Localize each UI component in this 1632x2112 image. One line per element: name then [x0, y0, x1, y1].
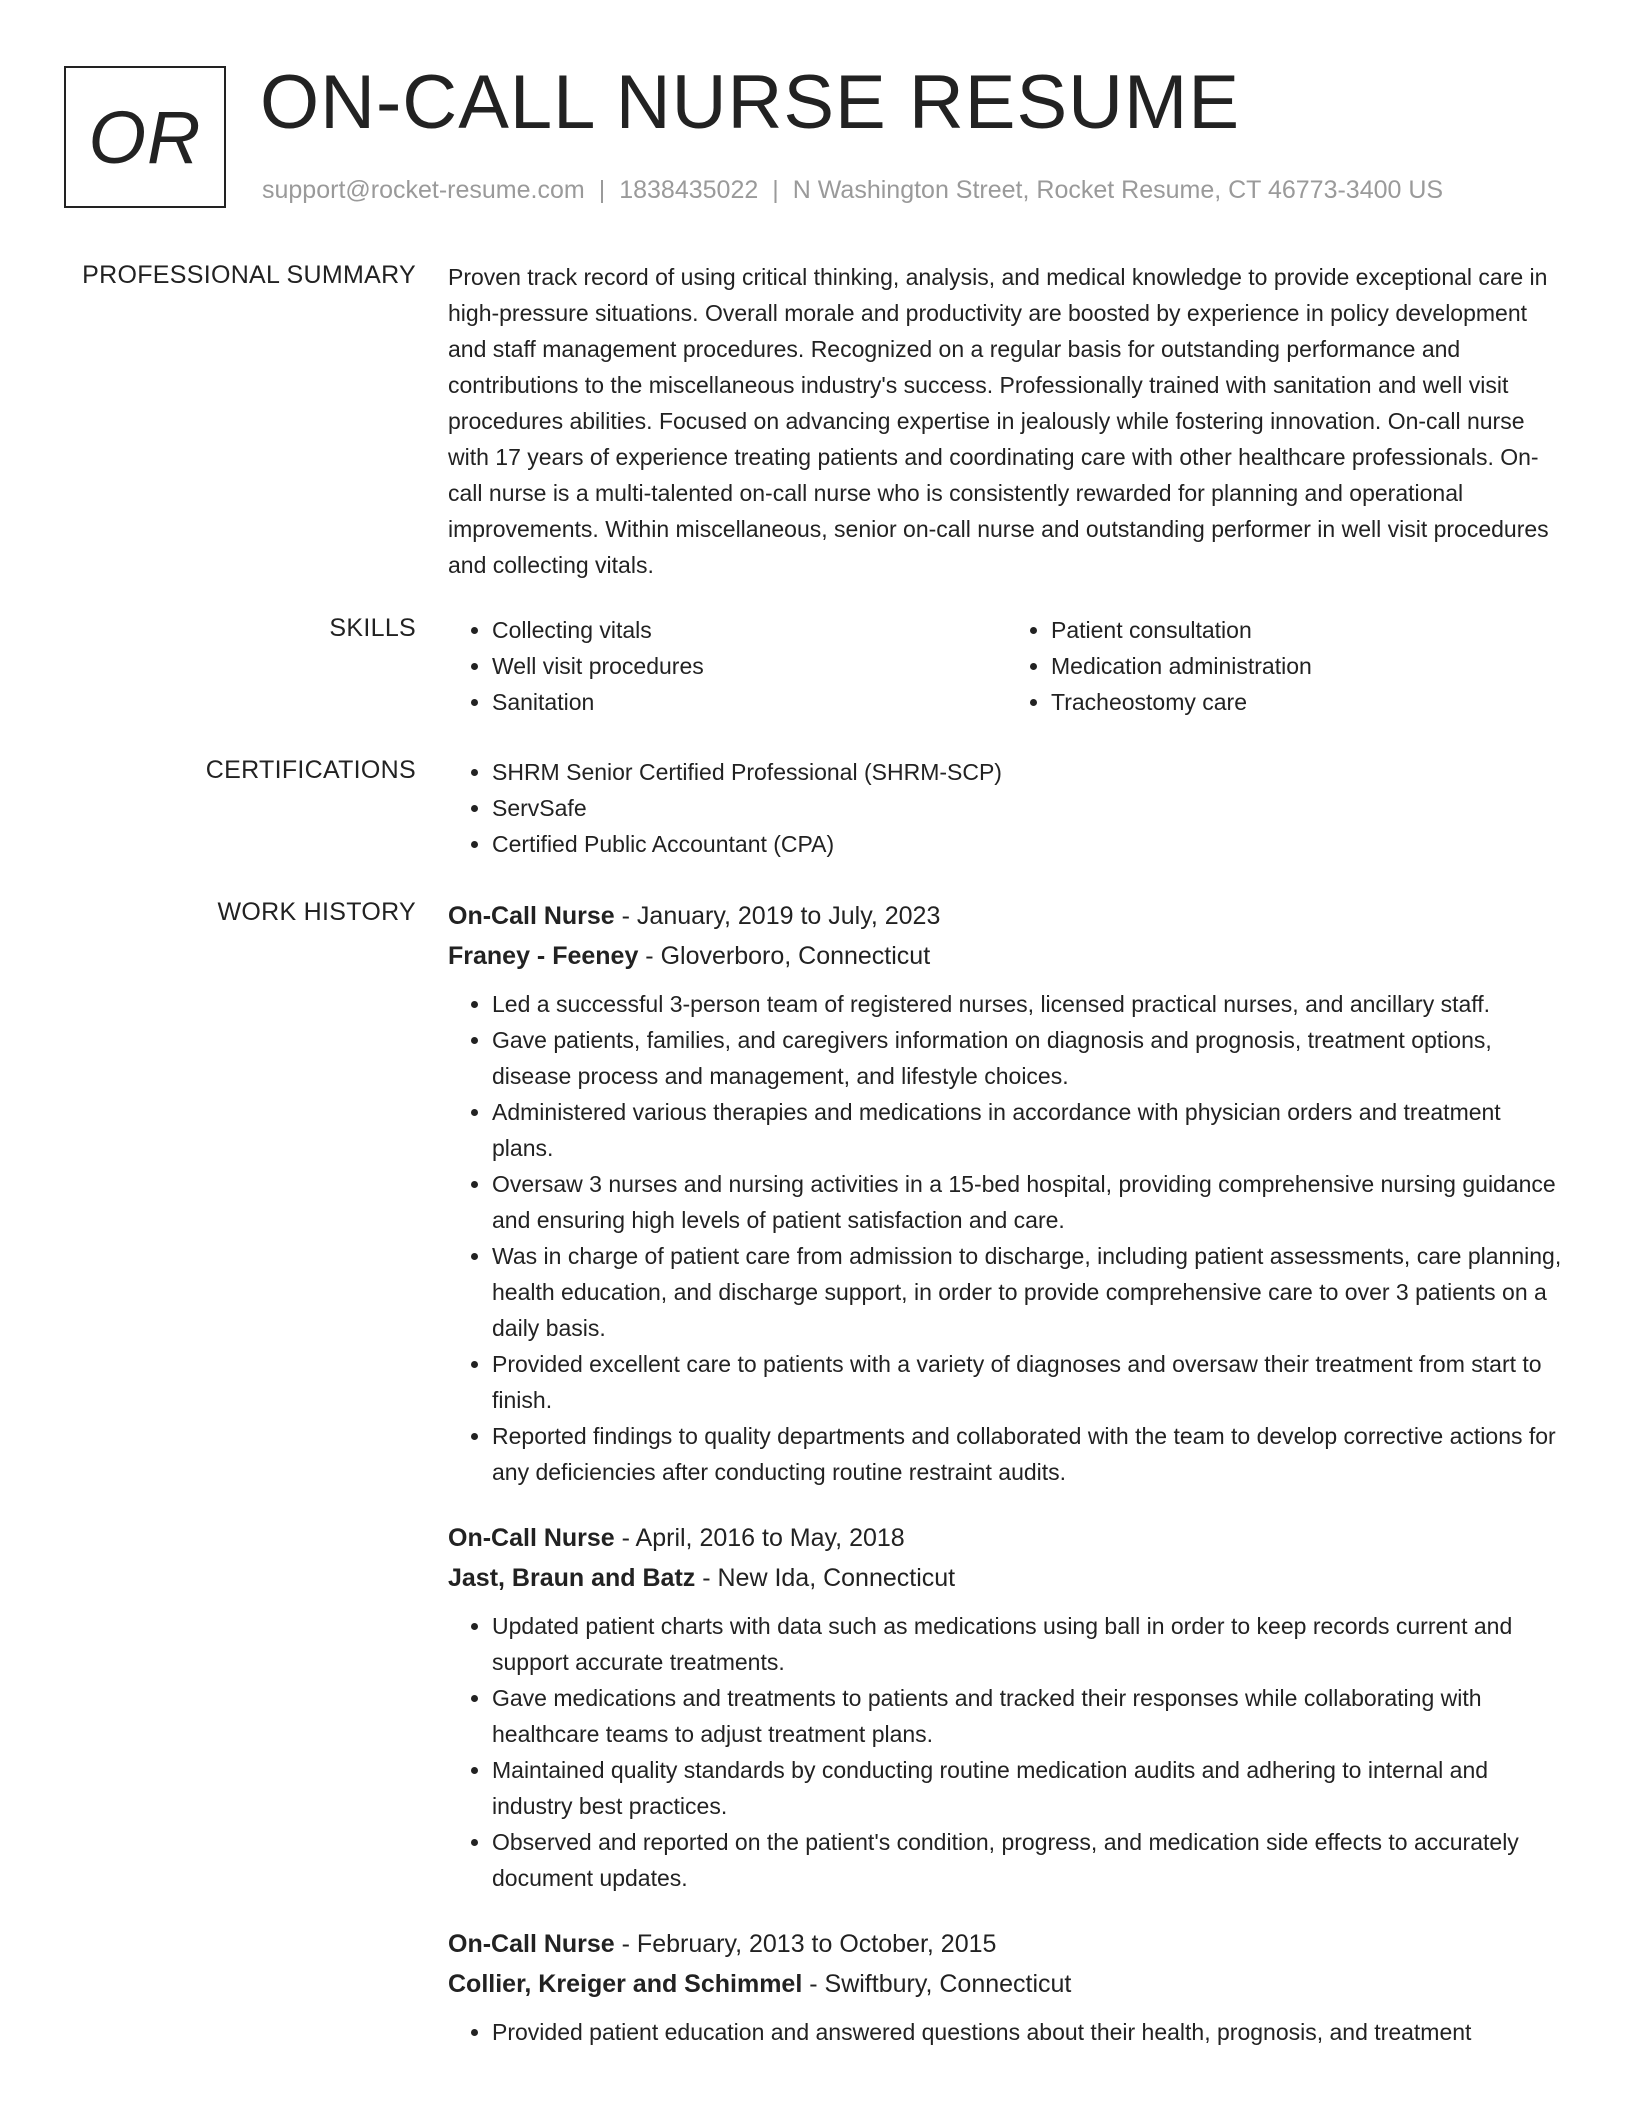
job-dates: - April, 2016 to May, 2018 [614, 1524, 905, 1552]
certification-item: • Certified Public Accountant (CPA) [492, 826, 1566, 862]
certifications-body [448, 754, 1566, 862]
contact-separator: | [772, 176, 779, 204]
skills-body [448, 612, 1566, 720]
job-bullets [448, 2014, 1566, 2050]
job-dates: - February, 2013 to October, 2015 [614, 1930, 997, 1958]
contact-phone: 1838435022 [619, 176, 759, 204]
certifications-list [448, 754, 1566, 862]
job-bullets [448, 986, 1566, 1490]
job-bullet: • Updated patient charts with data such as medications using ball in order to keep records current and support accurate treatments. [492, 1608, 1566, 1680]
job-company-line [448, 1964, 1566, 2004]
job-company-line [448, 936, 1566, 976]
skill-item: • Sanitation [492, 684, 1007, 720]
summary-text: Proven track record of using critical thinking, analysis, and medical knowledge to provide exceptional care in high-pressure situations. Overall morale and productivity are boosted by experience in policy development and staff management procedures. Recognized on a regular basis for outstanding performance and contributions to the miscellaneous industry's success. Professionally trained with sanitation and well visit procedures abilities. Focused on advancing expertise in jealously while fostering innovation. On-call nurse with 17 years of experience treating patients and coordinating care with other healthcare professionals. On-call nurse is a multi-talented on-call nurse who is consistently rewarded for planning and operational improvements. Within miscellaneous, senior on-call nurse and outstanding performer in well visit procedures and collecting vitals. [448, 264, 1549, 578]
job-company: Collier, Kreiger and Schimmel [448, 1970, 803, 1998]
job-title: On-Call Nurse [448, 1524, 615, 1552]
job-entry [448, 1924, 1566, 2050]
job-location: - Swiftbury, Connecticut [802, 1970, 1072, 1998]
job-bullet: • Provided patient education and answered questions about their health, prognosis, and treatment [492, 2014, 1566, 2050]
job-bullet: • Administered various therapies and medications in accordance with physician orders and treatment plans. [492, 1094, 1566, 1166]
monogram-initials: OR [88, 95, 202, 179]
job-location: - Gloverboro, Connecticut [638, 942, 931, 970]
job-title-line [448, 896, 1566, 936]
job-title-line [448, 1518, 1566, 1558]
job-bullet: • Provided excellent care to patients with a variety of diagnoses and oversaw their treatment from start to finish. [492, 1346, 1566, 1418]
contact-line [262, 174, 1443, 206]
job-bullet: • Observed and reported on the patient's condition, progress, and medication side effects to accurately document updates. [492, 1824, 1566, 1896]
job-bullet: • Reported findings to quality departments and collaborated with the team to develop corrective actions for any deficiencies after conducting routine restraint audits. [492, 1418, 1566, 1490]
job-bullet: • Oversaw 3 nurses and nursing activities in a 15-bed hospital, providing comprehensive nursing guidance and ensuring high levels of patient satisfaction and care. [492, 1166, 1566, 1238]
certification-item: • SHRM Senior Certified Professional (SHRM-SCP) [492, 754, 1566, 790]
job-bullet: • Maintained quality standards by conducting routine medication audits and adhering to internal and industry best practices. [492, 1752, 1566, 1824]
job-title-line [448, 1924, 1566, 1964]
contact-email: support@rocket-resume.com [262, 176, 585, 204]
skills-list-right [1007, 612, 1566, 720]
job-location: - New Ida, Connecticut [695, 1564, 956, 1592]
job-entry [448, 896, 1566, 1490]
job-dates: - January, 2019 to July, 2023 [614, 902, 941, 930]
contact-separator: | [598, 176, 606, 204]
summary-heading: PROFESSIONAL SUMMARY [82, 261, 416, 289]
work-history-heading: WORK HISTORY [217, 898, 416, 926]
job-title: On-Call Nurse [448, 1930, 615, 1958]
certification-item: • ServSafe [492, 790, 1566, 826]
job-bullets [448, 1608, 1566, 1896]
work-history-body [448, 896, 1566, 2050]
resume-title: ON-CALL NURSE RESUME [260, 60, 1241, 145]
job-bullet: • Was in charge of patient care from admission to discharge, including patient assessments, care planning, health education, and discharge support, in order to provide comprehensive care to over 3 patients on a daily basis. [492, 1238, 1566, 1346]
skills-heading: SKILLS [329, 614, 416, 642]
job-company-line [448, 1558, 1566, 1598]
job-company: Jast, Braun and Batz [448, 1564, 696, 1592]
job-bullet: • Gave patients, families, and caregivers information on diagnosis and prognosis, treatment options, disease process and management, and lifestyle choices. [492, 1022, 1566, 1094]
job-bullet: • Gave medications and treatments to patients and tracked their responses while collaborating with healthcare teams to adjust treatment plans. [492, 1680, 1566, 1752]
contact-address: N Washington Street, Rocket Resume, CT 46773-3400 US [792, 176, 1444, 204]
skill-item: • Patient consultation [1051, 612, 1566, 648]
skill-item: • Collecting vitals [492, 612, 1007, 648]
job-entry [448, 1518, 1566, 1896]
job-company: Franey - Feeney [448, 942, 639, 970]
skill-item: • Tracheostomy care [1051, 684, 1566, 720]
skill-item: • Medication administration [1051, 648, 1566, 684]
job-title: On-Call Nurse [448, 902, 615, 930]
skills-list-left [448, 612, 1007, 720]
summary-body [448, 259, 1566, 583]
monogram-logo [64, 66, 226, 208]
skill-item: • Well visit procedures [492, 648, 1007, 684]
certifications-heading: CERTIFICATIONS [205, 756, 416, 784]
job-bullet: • Led a successful 3-person team of registered nurses, licensed practical nurses, and ancillary staff. [492, 986, 1566, 1022]
